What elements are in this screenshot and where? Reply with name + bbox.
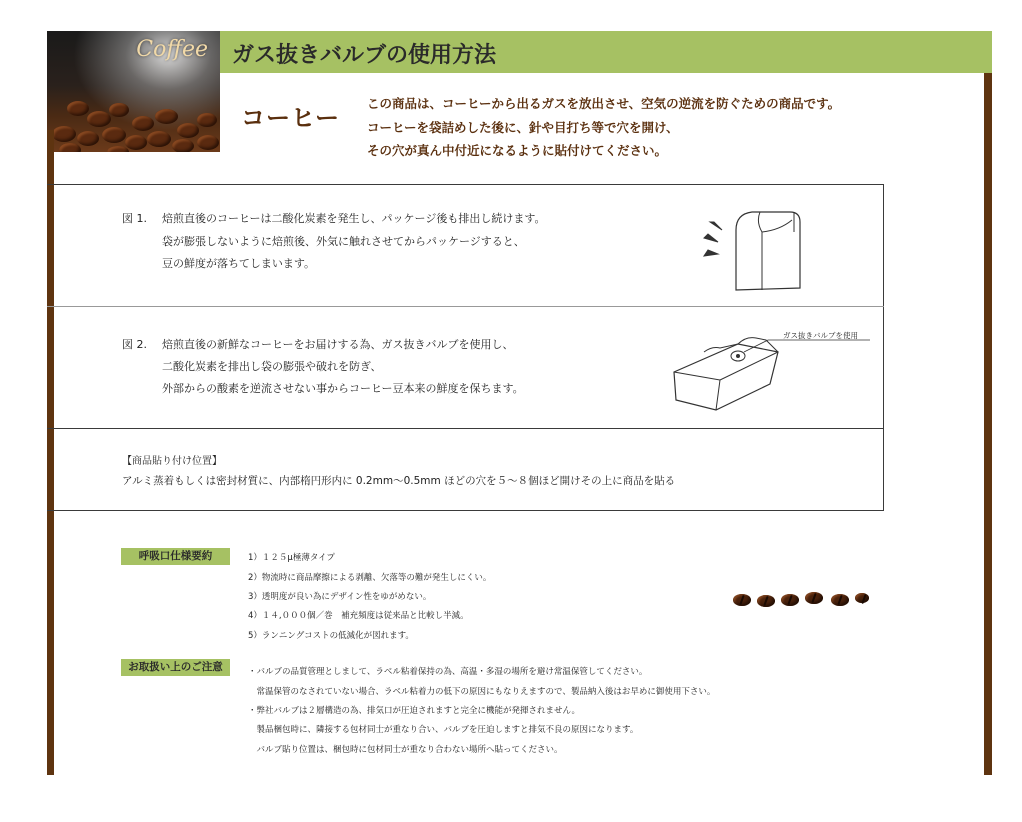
figure-2-line-2: 二酸化炭素を排出し袋の膨張や破れを防ぎ、 (162, 360, 382, 373)
intro-line-2: コーヒーを袋詰めした後に、針や目打ち等で穴を開け、 (367, 120, 679, 135)
figure-1-line-1: 焙煎直後のコーヒーは二酸化炭素を発生し、パッケージ後も排出し続けます。 (162, 212, 546, 225)
coffee-photo (47, 31, 220, 152)
care-line-1: ・バルブの品質管理としまして、ラベル粘着保持の為、高温・多湿の場所を避け常温保管してください。 (248, 667, 648, 677)
care-line-2: 常温保管のなされていない場合、ラベル粘着力の低下の原因にもなりえますので、製品納入後はお早めに御使用下さい。 (248, 687, 716, 697)
spec-item-5: 5）ランニングコストの低減化が図れます。 (248, 631, 414, 641)
coffee-beans-image (731, 590, 879, 610)
spec-item-3: 3）透明度が良い為にデザイン性をゆがめない。 (248, 592, 432, 602)
right-brown-bar (984, 73, 992, 775)
valve-callout-label: ガス抜きバルブを使用 (783, 331, 858, 340)
figure-1-label: 図 1. (122, 212, 147, 225)
care-tag: お取扱い上のご注意 (121, 659, 230, 676)
care-line-3: ・弊社バルブは２層構造の為、排気口が圧迫されますと完全に機能が発揮されません。 (248, 706, 581, 716)
intro-title: コーヒー (241, 104, 341, 132)
panel-divider-1 (47, 306, 884, 307)
page-title: ガス抜きバルブの使用方法 (232, 43, 497, 68)
figure-2-line-1: 焙煎直後の新鮮なコーヒーをお届けする為、ガス抜きバルブを使用し、 (162, 338, 514, 351)
spec-item-2: 2）物流時に商品摩擦による剥離、欠落等の難が発生しにくい。 (248, 573, 492, 583)
intro-line-1: この商品は、コーヒーから出るガスを放出させ、空気の逆流を防ぐための商品です。 (367, 96, 841, 111)
photo-coffee-word: Coffee (136, 37, 208, 62)
care-line-4: 製品梱包時に、隣接する包材同士が重なり合い、バルブを圧迫しますと排気不良の原因になります。 (248, 725, 639, 735)
expanded-bag-illustration (700, 200, 810, 300)
panel-divider-2 (47, 428, 884, 429)
intro-line-3: その穴が真ん中付近になるように貼付けてください。 (367, 143, 668, 158)
figure-2-line-3: 外部からの酸素を逆流させない事からコーヒー豆本来の鮮度を保ちます。 (162, 382, 524, 395)
position-title: 【商品貼り付け位置】 (122, 456, 222, 467)
figure-2-label: 図 2. (122, 338, 147, 351)
care-line-5: バルブ貼り位置は、梱包時に包材同士が重なり合わない場所へ貼ってください。 (248, 745, 563, 755)
spec-item-1: 1）１２５μ極薄タイプ (248, 553, 335, 563)
position-text: アルミ蒸着もしくは密封材質に、内部楕円形内に 0.2mm〜0.5mm ほどの穴を５〜８個ほど開けその上に商品を貼る (122, 475, 676, 487)
spec-item-4: 4）１４,０００個／巻 補充頻度は従来品と比較し半減。 (248, 611, 469, 621)
figure-1-line-3: 豆の鮮度が落ちてしまいます。 (162, 257, 316, 270)
figure-1-line-2: 袋が膨張しないように焙煎後、外気に触れさせてからパッケージすると、 (162, 235, 525, 248)
spec-tag: 呼吸口仕様要約 (121, 548, 230, 565)
